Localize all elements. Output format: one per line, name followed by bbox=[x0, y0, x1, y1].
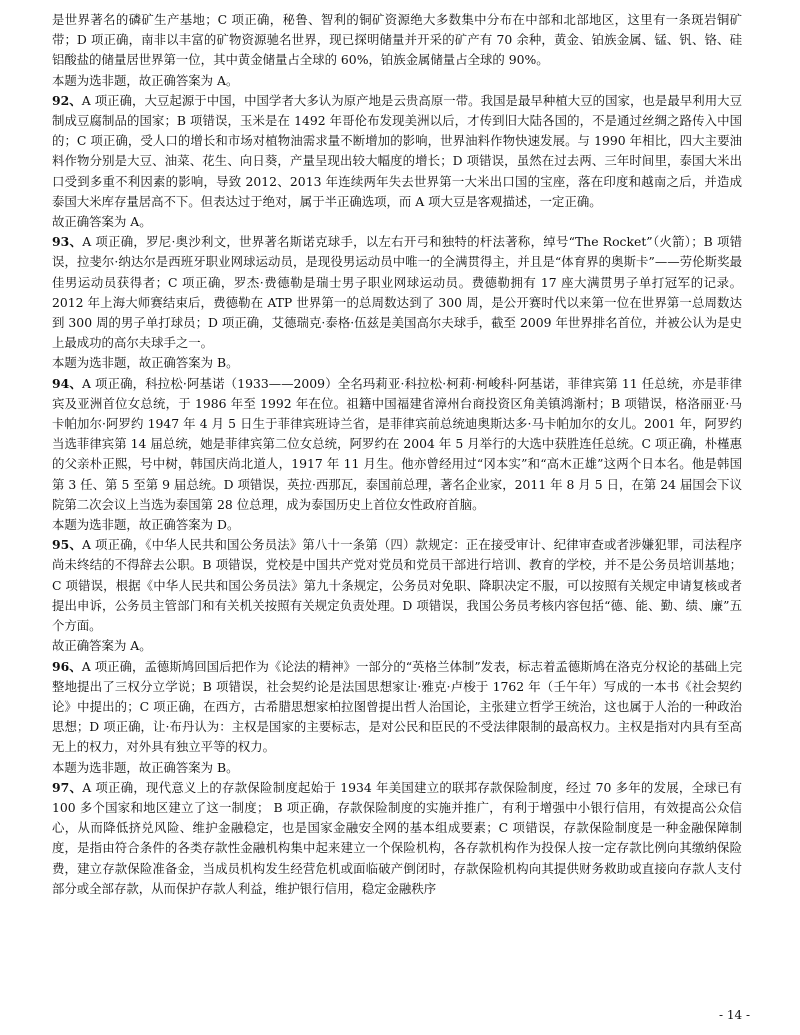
paragraph bbox=[52, 10, 742, 71]
answer-line bbox=[52, 758, 742, 778]
question-92 bbox=[52, 91, 742, 212]
question-number: 93、 bbox=[52, 234, 83, 250]
question-number: 96、 bbox=[52, 658, 82, 674]
question-number: 92、 bbox=[52, 92, 82, 108]
paragraph-text: 本题为选非题，故正确答案为 A。 bbox=[52, 72, 239, 88]
paragraph-text: 本题为选非题，故正确答案为 D。 bbox=[52, 517, 240, 533]
question-95 bbox=[52, 535, 742, 636]
answer-line bbox=[52, 212, 742, 232]
question-97 bbox=[52, 778, 742, 899]
paragraph-text: A 项正确，现代意义上的存款保险制度起始于 1934 年美国建立的联邦存款保险制度，经过 70 多年的发展，全球已有 100 多个国家和地区建立了这一制度； B 项正确，存款保险制度的实施并推广，有利于增强中小银行信用，有效提高公众信心，从而降低挤兑风险、维护金融稳定，也是国家金融安全网的基本组成要素；C 项错误，存款保险制度是一种金融保障制度，是指由符合条件的各类存款性金融机构集中起来建立一个保险机构，各存款机构作为投保人按一定存款比例向其缴纳保险费，建立存款保险准备金，当成员机构发生经营危机或面临破产倒闭时，存款保险机构向其提供财务救助或直接向存款人支付部分或全部存款，从而保护存款人利益，维护银行信用，稳定金融秩序 bbox=[52, 779, 742, 896]
document-body bbox=[52, 10, 742, 899]
paragraph-text: A 项正确，孟德斯鸠回国后把作为《论法的精神》一部分的“英格兰体制”发表，标志着孟德斯鸠在洛克分权论的基础上完整地提出了三权分立学说；B 项错误，社会契约论是法国思想家让·雅克·卢梭于 1762 年（壬午年）写成的一本书《社会契约论》中提出的；C 项正确，在西方，古希腊思想家柏拉图曾提出哲人治国论，主张建立哲学王统治，这也属于人治的一种政治思想；D 项正确，让·布丹认为：主权是国家的主要标志，是对公民和臣民的不受法律限制的最高权力。主权是指对内具有至高无上的权力，对外具有独立平等的权力。 bbox=[52, 658, 742, 755]
question-94 bbox=[52, 374, 742, 515]
question-number: 95、 bbox=[52, 537, 82, 553]
question-96 bbox=[52, 657, 742, 758]
page-number: - 14 - bbox=[718, 1008, 750, 1022]
paragraph-text: 故正确答案为 A。 bbox=[52, 214, 152, 230]
question-number: 94、 bbox=[52, 375, 82, 391]
paragraph-text: A 项正确，大豆起源于中国，中国学者大多认为原产地是云贵高原一带。我国是最早种植大豆的国家，也是最早利用大豆制成豆腐制品的国家；B 项错误，玉米是在 1492 年哥伦布发现美洲以后，才传到旧大陆各国的，不是通过丝绸之路传入中国的；C 项正确，受人口的增长和市场对植物油需求量不断增加的影响，世界油料作物快速发展。与 1990 年相比，四大主要油料作物分别是大豆、油菜、花生、向日葵，产量呈现出较大幅度的增长；D 项错误，虽然在过去两、三年时间里，泰国大米出口受到多重不利因素的影响，导致 2012、2013 年连续两年失去世界第一大米出口国的宝座，落在印度和越南之后，并造成泰国大米库存量居高不下。但表达过于绝对，属于半正确选项，而 A 项大豆是客观描述，一定正确。 bbox=[52, 92, 743, 209]
paragraph-text: A 项正确，科拉松·阿基诺（1933——2009）全名玛莉亚·科拉松·柯莉·柯峻科·阿基诺，菲律宾第 11 任总统，亦是菲律宾及亚洲首位女总统，于 1986 年至 1992 年在位。祖籍中国福建省漳州台商投资区角美镇鸿渐村；B 项错误，格洛丽亚·马卡帕加尔·阿罗约 1947 年 4 月 5 日生于菲律宾班诗兰省，是菲律宾前总统迪奥斯达多·马卡帕加尔的女儿。2001 年，阿罗约当选菲律宾第 14 届总统，她是菲律宾第二位女总统，阿罗约在 2004 年 5 月举行的大选中获胜连任总统。C 项正确，朴槿惠的父亲朴正熙，号中树，韩国庆尚北道人，1917 年 11 月生。他亦曾经用过“冈本实”和“高木正雄”这两个日本名。他是韩国第 3 任、第 5 至第 9 届总统。D 项错误，英拉·西那瓦，泰国前总理，著名企业家，2011 年 8 月 5 日，在第 24 届国会下议院第二次会议上当选为泰国第 28 位总理，成为泰国历史上首位女性政府首脑。 bbox=[52, 375, 742, 512]
answer-line bbox=[52, 353, 742, 373]
paragraph-text: A 项正确，《中华人民共和国公务员法》第八十一条第（四）款规定：正在接受审计、纪律审查或者涉嫌犯罪，司法程序尚未终结的不得辞去公职。B 项错误，党校是中国共产党对党员和党员干部进行培训、教育的学校，并不是公务员培训基地；C 项错误，根据《中华人民共和国公务员法》第九十条规定，公务员对免职、降职决定不服，可以按照有关规定申请复核或者提出申诉，公务员主管部门和有关机关按照有关规定负责处理。D 项错误，我国公务员考核内容包括“德、能、勤、绩、廉”五个方面。 bbox=[52, 537, 742, 634]
paragraph-text: A 项正确，罗尼·奥沙利文，世界著名斯诺克球手，以左右开弓和独特的杆法著称，绰号“The Rocket”（火箭）；B 项错误，拉斐尔·纳达尔是西班牙职业网球运动员，是现役男运动员中唯一的全满贯得主，并且是“体育界的奥斯卡”——劳伦斯奖最佳男运动员获得者；C 项正确，罗杰·费德勒是瑞士男子职业网球运动员。费德勒拥有 17 座大满贯男子单打冠军的记录。2012 年上海大师赛结束后，费德勒在 ATP 世界第一的总周数达到了 300 周，是公开赛时代以来第一位在世界第一总周数达到 300 周的男子单打球员；D 项正确，艾德瑞克·泰格·伍兹是美国高尔夫球手，截至 2009 年世界排名首位，并被公认为是史上最成功的高尔夫球手之一。 bbox=[52, 234, 743, 351]
answer-line bbox=[52, 636, 742, 656]
paragraph-text: 本题为选非题，故正确答案为 B。 bbox=[52, 759, 239, 775]
answer-line bbox=[52, 71, 742, 91]
question-93 bbox=[52, 232, 742, 353]
paragraph-text: 故正确答案为 A。 bbox=[52, 638, 152, 654]
question-number: 97、 bbox=[52, 779, 83, 795]
answer-line bbox=[52, 515, 742, 535]
paragraph-text: 是世界著名的磷矿生产基地；C 项正确，秘鲁、智利的铜矿资源绝大多数集中分布在中部和北部地区，这里有一条斑岩铜矿带；D 项正确，南非以丰富的矿物资源驰名世界，现已探明储量并开采的矿产有 70 余种，黄金、铂族金属、锰、钒、铬、硅铝酸盐的储量居世界第一位，其中黄金储量占全球的 60%，铂族金属储量占全球的 90%。 bbox=[52, 12, 742, 68]
paragraph-text: 本题为选非题，故正确答案为 B。 bbox=[52, 355, 239, 371]
